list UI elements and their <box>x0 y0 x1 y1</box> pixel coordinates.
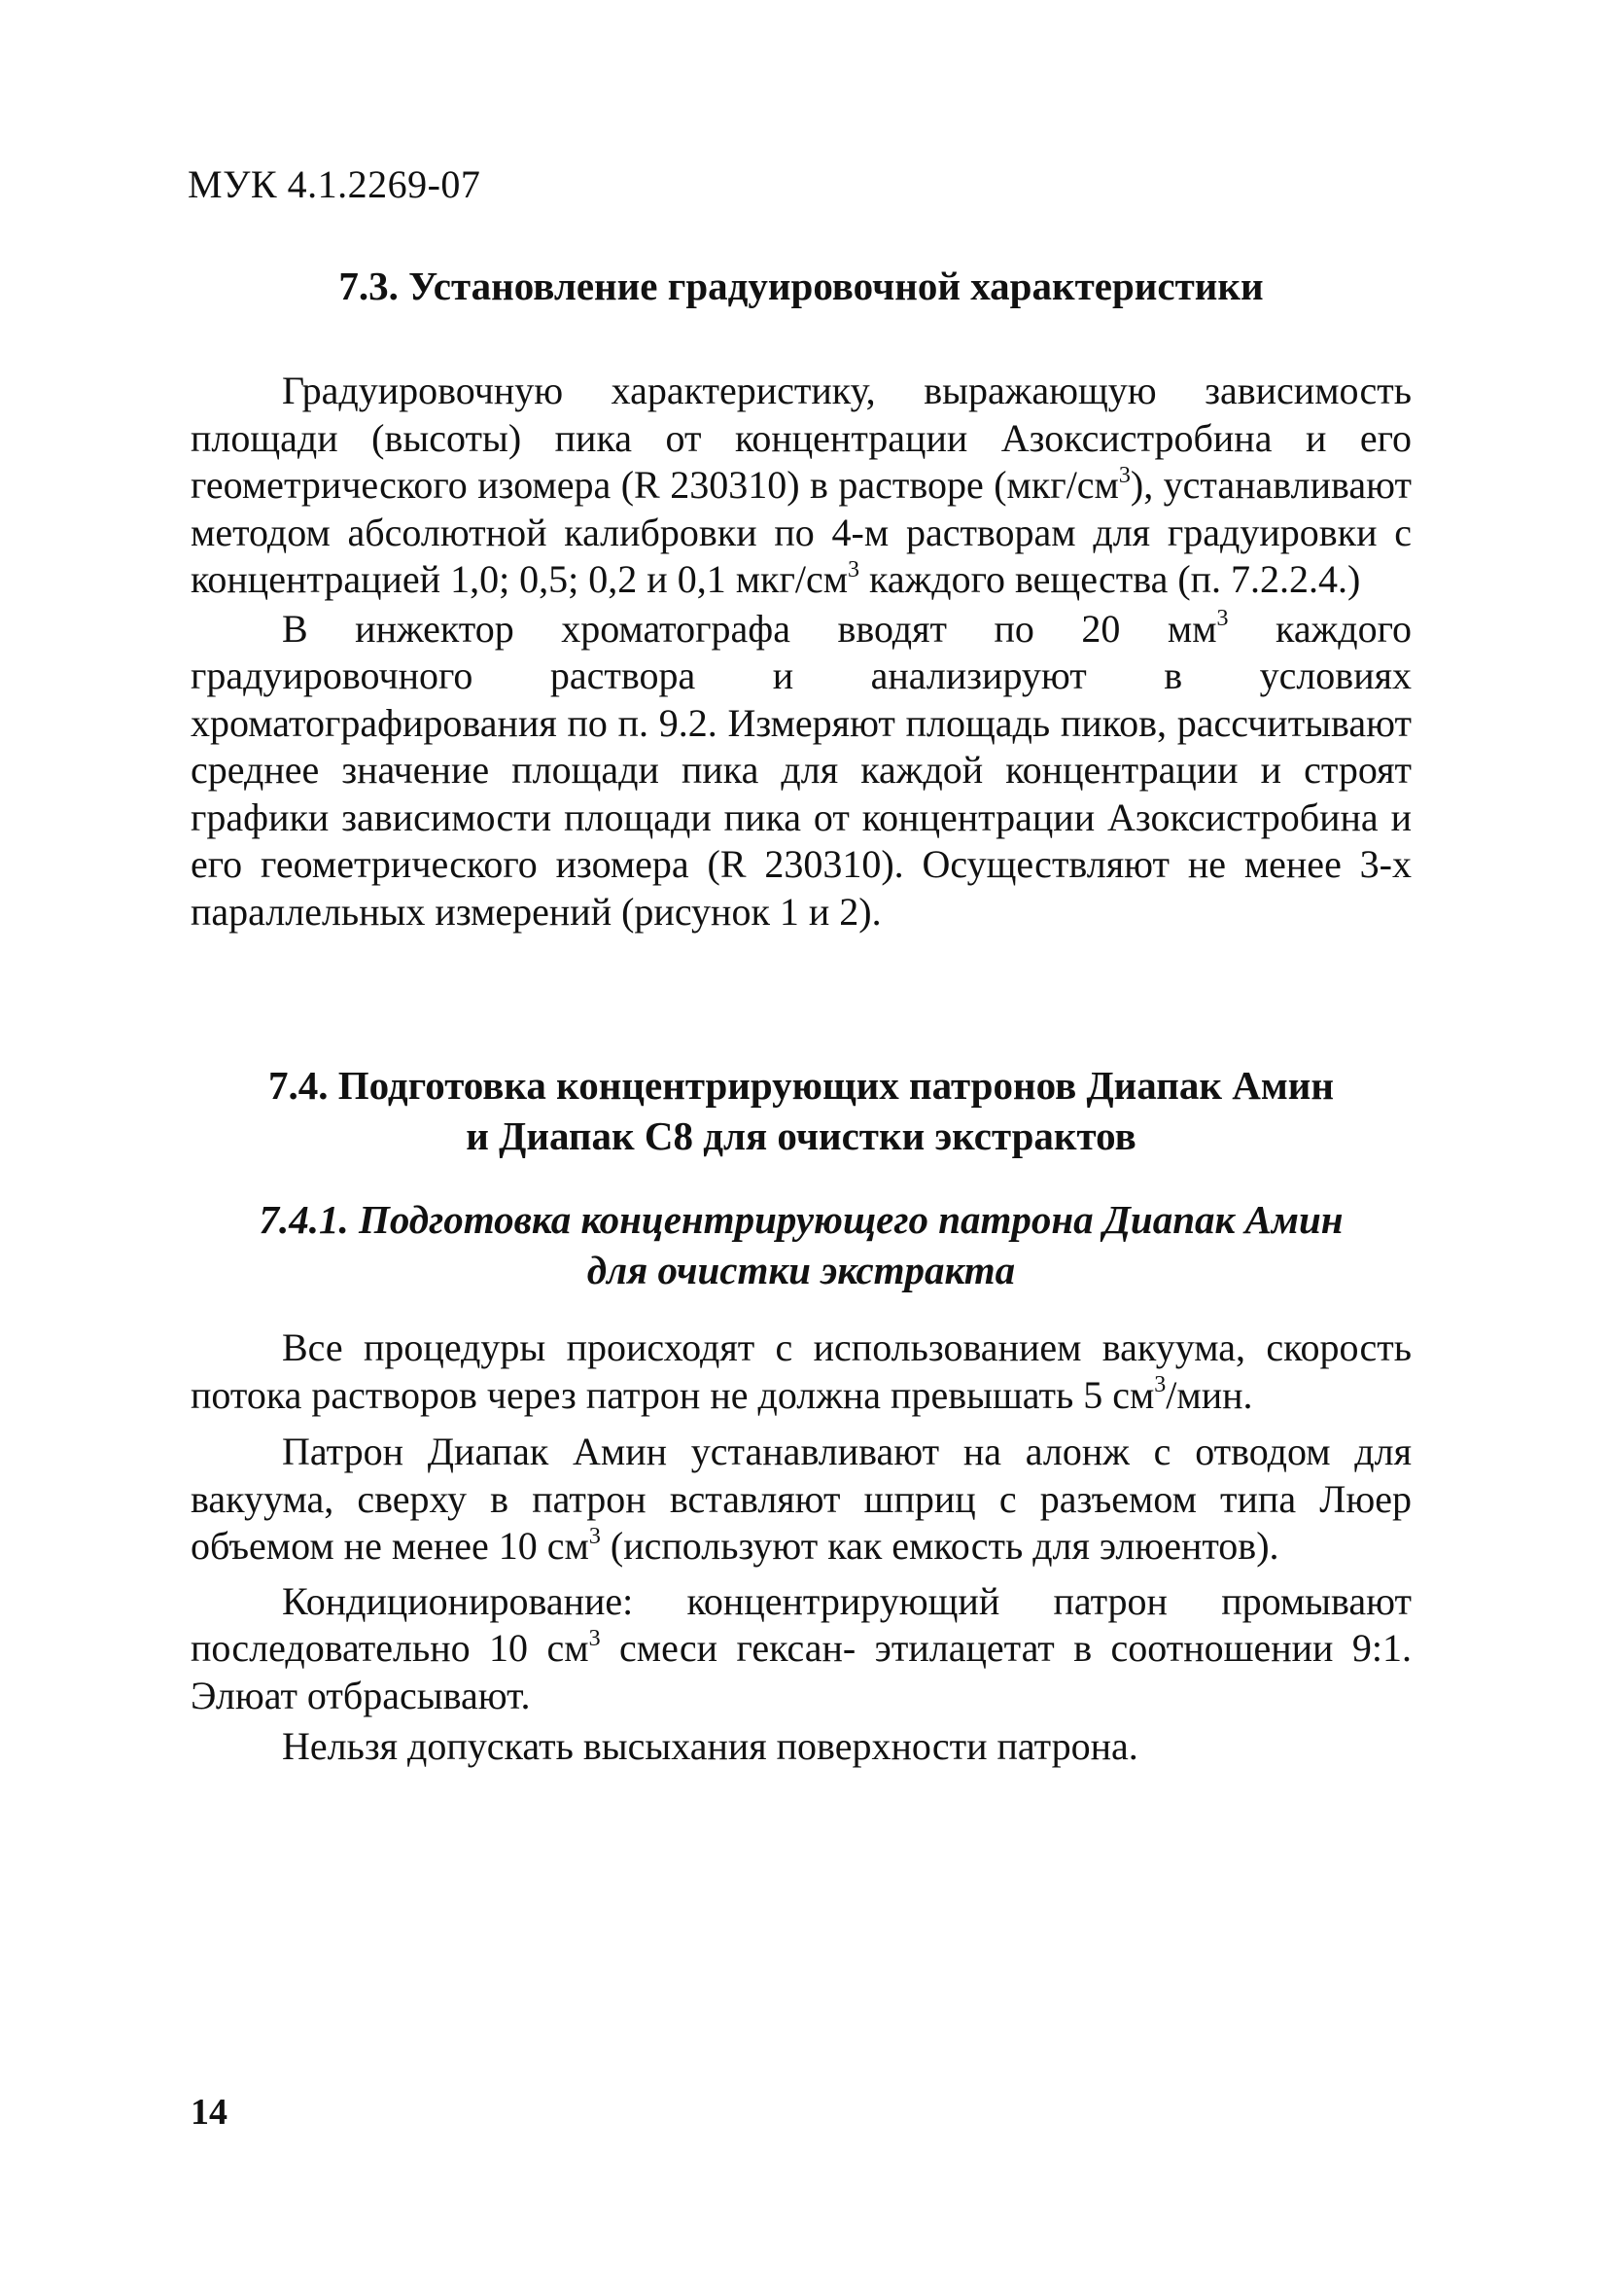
section-7-4-1-paragraph-4: Нельзя допускать высыхания поверхности патрона. <box>282 1724 1138 1768</box>
section-7-4-1-paragraph-2: Патрон Диапак Амин устанавливают на алонж с отводом для вакуума, сверху в патрон вставляют шприц с разъемом типа Люер объемом не менее 10 $см^3$ (используют как емкость для элюентов). <box>191 1430 1412 1568</box>
section-7-3-title: 7.3. Установление градуировочной характеристики <box>338 264 1264 308</box>
section-7-4-title-line-1: 7.4. Подготовка концентрирующих патронов Диапак Амин <box>267 1063 1335 1108</box>
section-7-4-title-line-2: и Диапак С8 для очистки экстрактов <box>466 1113 1136 1158</box>
section-7-4-1-paragraph-1: Все процедуры происходят с использованием вакуума, скорость потока растворов через патрон не должна превышать 5 $см^3$/мин. <box>191 1325 1412 1417</box>
section-7-3 <box>191 261 1412 936</box>
section-7-4-1-paragraph-3: Кондиционирование: концентрирующий патрон промывают последовательно 10 $см^3$ смеси гексан- этилацетат в соотношении 9:1. Элюат отбрасывают. <box>191 1578 1412 1717</box>
section-7-4 <box>191 1060 1412 1771</box>
section-7-4-1-title-line-1: 7.4.1. Подготовка концентрирующего патрона Диапак Амин <box>259 1197 1344 1242</box>
section-7-4-1-title <box>191 1194 1412 1295</box>
document-code: МУК 4.1.2269-07 <box>188 162 481 206</box>
section-7-3-paragraph-2: В инжектор хроматографа вводят по 20 $мм^3$ каждого градуировочного раствора и анализируют в условиях хроматографирования по п. 9.2. Измеряют площадь пиков, рассчитывают среднее значение площади пика для каждой концентрации и строят графики зависимости площади пика от концентрации Азоксистробина и его геометрического изомера (R 230310). Осуществляют не менее 3-х параллельных измерений (рисунок 1 и 2). <box>191 606 1412 934</box>
section-7-4-1-title-line-2: для очистки экстракта <box>586 1248 1016 1292</box>
page-number: 14 <box>191 2092 227 2133</box>
section-7-3-paragraph-1: Градуировочную характеристику, выражающую зависимость площади (высоты) пика от концентрации Азоксистробина и его геометрического изомера (R 230310) в растворе $(мкг/см^3)$, устанавливают методом абсолютной калибровки по 4-м растворам для градуировки с концентрацией 1,0; 0,5; 0,2 и 0,1 мкг/$см^3$ каждого вещества (п. 7.2.2.4.) <box>191 369 1412 601</box>
section-7-4-title <box>191 1060 1412 1161</box>
